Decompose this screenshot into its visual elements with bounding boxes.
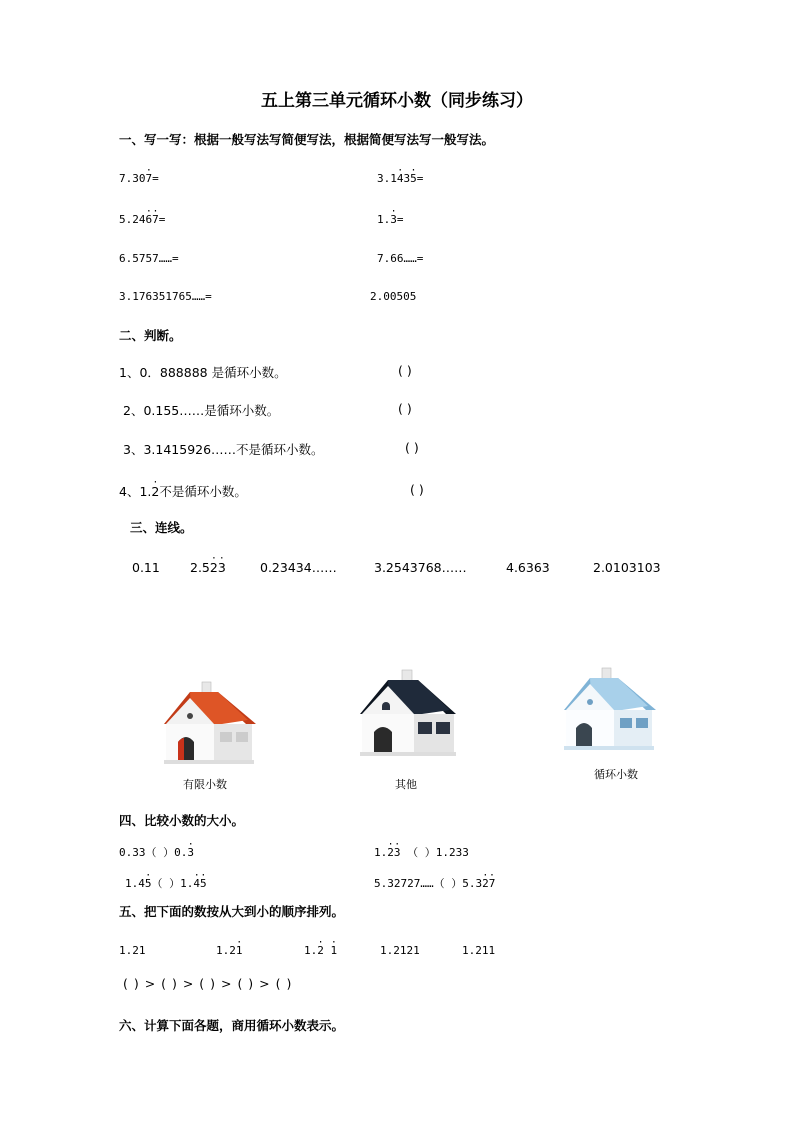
section5-heading: 五、把下面的数按从大到小的顺序排列。 [119,904,345,919]
s3-number-1[interactable]: 0.11 [132,560,160,575]
s4-item-3-post: （ ）1. [151,877,194,890]
s2-item-1: 1、0．888888 是循环小数。 [119,365,287,380]
s2-item-3-answer-blank[interactable]: ( ) [405,440,419,455]
s1-item-1-post: = [152,172,159,185]
s5-order-chain[interactable]: ( ) > ( ) > ( ) > ( ) > ( ) [123,976,292,991]
s4-item-3-dot-b: · 4 [193,877,200,890]
s4-item-3 [125,875,207,891]
s3-number-2-dot: · 2 [210,560,218,575]
s5-number-1: 1.21 [119,944,146,957]
s3-number-6[interactable]: 2.0103103 [593,560,661,575]
s3-number-2-dot2: · 3 [218,560,226,575]
s4-item-4-dot2: · 7 [489,877,496,890]
house-icon [560,666,660,756]
s1-item-4-dot: · 3 [390,213,397,226]
s5-number-2-dot: · 1 [236,944,243,957]
s5-number-2-pre: 1.2 [216,944,236,957]
s3-number-2-pre: 2.5 [190,560,210,575]
s2-item-1-answer-blank[interactable]: ( ) [398,363,412,378]
s1-item-1-dot: · 7 [146,172,153,185]
s1-item-2-dot2: · 5 [410,172,417,185]
s1-item-2-dot: · 4 [397,172,404,185]
s1-item-3-dot: · 6 [146,213,153,226]
s4-item-2-dot2: · 3 [394,846,401,859]
s2-item-4-answer-blank[interactable]: ( ) [410,482,424,497]
s3-number-5[interactable]: 4.6363 [506,560,550,575]
page-title: 五上第三单元循环小数（同步练习） [261,91,533,111]
s5-number-3-dot2: · 1 [331,944,338,957]
s2-item-4-post: 不是循环小数。 [159,484,247,499]
s1-item-2 [377,172,423,185]
s1-item-6: 7.66……= [377,252,424,265]
house-label-other: 其他 [395,778,417,791]
s1-item-8: 2.00505 [370,290,417,303]
s1-item-3-pre: 5.24 [119,213,146,226]
s4-item-3-pre: 1.4 [125,877,145,890]
s1-item-4-post: = [396,213,404,226]
s3-number-3[interactable]: 0.23434…… [260,560,337,575]
s4-item-4-pre: 5.32727……（ ）5.3 [374,877,483,890]
s4-item-4 [374,875,495,891]
s5-number-3-pre: 1. [304,944,318,957]
s4-item-2-post: （ ）1.233 [400,846,469,859]
s4-item-2 [374,844,469,860]
s4-item-1-pre: 0.33（ ）0. [119,846,188,859]
s5-number-4: 1.2121 [380,944,420,957]
s1-item-3-dot2: · 7 [152,213,159,226]
s1-item-2-pre: 3.1 [377,172,397,185]
s4-item-2-pre: 1. [374,846,388,859]
section4-heading: 四、比较小数的大小。 [119,813,245,828]
s5-number-5: 1.211 [462,944,496,957]
section2-heading: 二、判断。 [119,328,182,343]
s1-item-1 [119,172,159,185]
section3-heading: 三、连线。 [130,520,193,535]
s4-item-3-dot: · 5 [145,877,152,890]
s4-item-1 [119,844,194,860]
s2-item-4 [119,482,247,500]
section6-heading: 六、计算下面各题，商用循环小数表示。 [119,1018,345,1033]
s1-item-3 [119,213,165,226]
house-icon [160,676,260,768]
s3-number-4[interactable]: 3.2543768…… [374,560,467,575]
s1-item-5: 6.5757……= [119,252,179,265]
s4-item-2-dot: · 2 [387,846,394,859]
s2-item-2-answer-blank[interactable]: ( ) [398,401,412,416]
s1-item-2-mid: 3 [403,172,411,185]
s5-number-3-mid [324,944,331,957]
section1-heading: 一、写一写：根据一般写法写简便写法，根据简便写法写一般写法。 [119,132,495,147]
house-other[interactable] [356,668,460,788]
house-label-finite: 有限小数 [183,778,227,791]
s1-item-4-pre: 1. [377,213,391,226]
s2-item-4-dot: · 2 [151,484,159,499]
s1-item-3-post: = [158,213,166,226]
house-label-repeating: 循环小数 [594,768,638,781]
s1-item-1-pre: 7.30 [119,172,146,185]
s2-item-3: 3、3.1415926……不是循环小数。 [123,442,324,457]
s2-item-2: 2、0.155……是循环小数。 [123,403,280,418]
s5-number-3 [304,944,337,957]
s1-item-4 [377,213,404,226]
s3-number-2[interactable] [190,560,226,575]
s1-item-2-post: = [416,172,424,185]
s4-item-1-dot: · 3 [187,846,194,859]
house-icon [356,668,460,760]
s1-item-7: 3.176351765……= [119,290,212,303]
s4-item-3-dot-c: · 5 [200,877,207,890]
s5-number-3-dot: · 2 [317,944,324,957]
s4-item-4-dot: · 2 [482,877,489,890]
s5-number-2 [216,944,243,957]
s2-item-4-pre: 4、1. [119,484,152,499]
